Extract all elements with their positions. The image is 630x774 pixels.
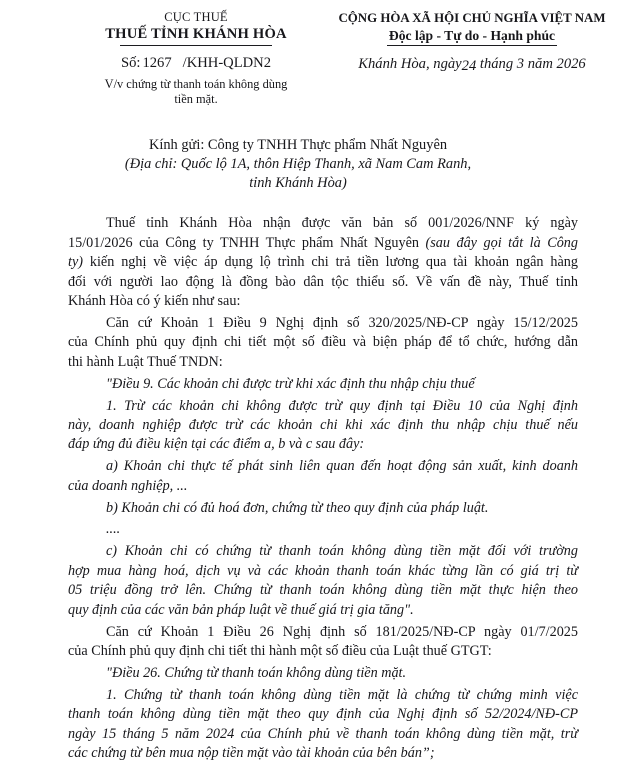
text-line [68,725,578,744]
text-line [68,542,578,561]
doc-subject-line-2: tiền mặt. [174,91,218,106]
text-line [68,214,578,233]
paragraph [68,542,578,620]
text-line [68,477,578,496]
text-segment: 05 triệu đồng trở lên. Chứng từ thanh toán không dùng tiền mặt thực hiện theo [68,582,578,599]
text-line [68,744,578,763]
text-line [68,457,578,476]
paragraph [68,397,578,455]
doc-number-value: 1267 [142,55,172,71]
text-segment: "Điều 9. Các khoản chi được trừ khi xác định thu nhập chịu thuế [106,375,475,392]
text-segment: hợp mua hàng hoá, dịch vụ và các khoản thanh toán khác từng lần có giá trị từ [68,562,578,579]
text-line [68,397,578,416]
text-line [68,353,578,372]
text-line [68,499,578,518]
text-line [68,705,578,724]
paragraph [68,375,578,394]
document-body [68,214,578,763]
date-prefix: Khánh Hòa, ngày [358,56,462,72]
org-name-underline [120,45,272,46]
text-segment: các chứng từ bên mua nộp tiền mặt vào tài khoản của bên bán”; [68,744,435,761]
recipient-address-line-1: (Địa chỉ: Quốc lộ 1A, thôn Hiệp Thanh, xã Nam Cam Ranh, [124,155,472,172]
issuing-org-block [70,10,322,106]
text-segment: c) Khoản chi có chứng từ thanh toán không dùng tiền mặt đối với trường [106,543,578,560]
text-segment: Căn cứ Khoản 1 Điều 9 Nghị định số 320/2025/NĐ-CP ngày 15/12/2025 [106,314,578,331]
place-date-line [326,56,618,73]
text-segment: đáp ứng đủ điều kiện tại các điểm a, b và c sau đây: [68,436,365,453]
text-segment: này, doanh nghiệp được trừ các khoản chi khi xác định thu nhập chịu thuế nếu [68,416,578,433]
text-line [68,686,578,705]
text-line [68,664,578,683]
text-segment: 1. Chứng từ thanh toán không dùng tiền mặt là chứng từ chứng minh việc [106,686,578,703]
text-line [68,601,578,620]
date-day-filled: 24 [461,58,477,74]
text-line [68,435,578,454]
national-motto: Độc lập - Tự do - Hạnh phúc [387,27,557,46]
paragraph [68,623,578,662]
doc-number-label: Số: [120,55,141,71]
text-line [68,375,578,394]
text-segment: Khánh Hòa có ý kiến như sau: [68,293,241,310]
paragraph [68,664,578,683]
text-segment: quy định của các văn bản pháp luật về thuế giá trị gia tăng". [68,601,414,618]
text-segment: đối với người lao động là đồng bào dân tộc thiểu số. Về vấn đề này, Thuế tỉnh [68,273,578,290]
national-header-block [326,10,618,73]
paragraph [68,686,578,764]
paragraph [68,520,578,539]
national-title: CỘNG HÒA XÃ HỘI CHỦ NGHĨA VIỆT NAM [338,11,606,25]
paragraph [68,499,578,518]
italic-text-segment: ty) [68,254,83,271]
text-segment: "Điều 26. Chứng từ thanh toán không dùng tiền mặt. [106,664,407,681]
doc-number-line [70,55,322,72]
text-line [68,314,578,333]
text-segment: 1. Trừ các khoản chi không được trừ quy định tại Điều 10 của Nghị định [106,397,578,414]
doc-subject [70,77,322,106]
paragraph [68,457,578,496]
text-segment: kiến nghị về việc áp dụng lộ trình chi trả tiền lương qua tài khoản ngân hàng [82,254,578,271]
text-segment: của doanh nghiệp, ... [68,477,188,494]
text-segment: a) Khoản chi thực tế phát sinh liên quan đến hoạt động sản xuất, kinh doanh [106,458,578,475]
text-line [68,273,578,292]
text-segment: ngày 15 tháng 5 năm 2024 của Chính phủ về thanh toán không dùng tiền mặt, trừ [68,725,578,742]
text-line [68,520,578,539]
text-segment: b) Khoản chi có đủ hoá đơn, chứng từ theo quy định của pháp luật. [106,499,489,516]
text-line [68,562,578,581]
recipient-to-line: Kính gửi: Công ty TNHH Thực phẩm Nhất Nguyên [148,137,448,153]
text-line [68,292,578,311]
text-line [68,642,578,661]
text-segment: của Chính phủ quy định chi tiết thi hành một số điều của Luật thuế GTGT: [68,642,492,659]
text-segment: của Chính phủ quy định chi tiết một số điều và biện pháp để tổ chức, hướng dẫn [68,334,578,351]
text-segment: .... [106,521,121,538]
doc-subject-line-1: V/v chứng từ thanh toán không dùng [104,77,288,91]
text-segment: Thuế tỉnh Khánh Hòa nhận được văn bản số 001/2026/NNF ký ngày [106,215,578,232]
text-line [68,234,578,253]
text-segment: thanh toán không dùng tiền mặt theo quy định của Nghị định số 52/2024/NĐ-CP [68,706,578,723]
text-segment: thi hành Luật Thuế TNDN: [68,353,223,370]
recipient-block [68,136,528,192]
text-line [68,623,578,642]
text-line [68,253,578,272]
text-segment: Căn cứ Khoản 1 Điều 26 Nghị định số 181/2025/NĐ-CP ngày 01/7/2025 [106,623,578,640]
text-line [68,581,578,600]
italic-text-segment: (sau đây gọi tắt là Công [425,234,578,251]
paragraph [68,214,578,311]
doc-number-suffix: /KHH-QLDN2 [182,55,272,71]
national-motto-wrap [326,26,618,46]
document-header [0,0,630,106]
paragraph [68,314,578,372]
date-suffix: tháng 3 năm 2026 [476,56,586,72]
org-parent-name: CỤC THUẾ [164,10,228,24]
org-name: THUẾ TỈNH KHÁNH HÒA [105,26,287,42]
recipient-address-line-2: tỉnh Khánh Hòa) [249,174,347,191]
text-line [68,333,578,352]
text-segment: 15/01/2026 của Công ty TNHH Thực phẩm Nhất Nguyên [68,234,426,251]
text-line [68,416,578,435]
